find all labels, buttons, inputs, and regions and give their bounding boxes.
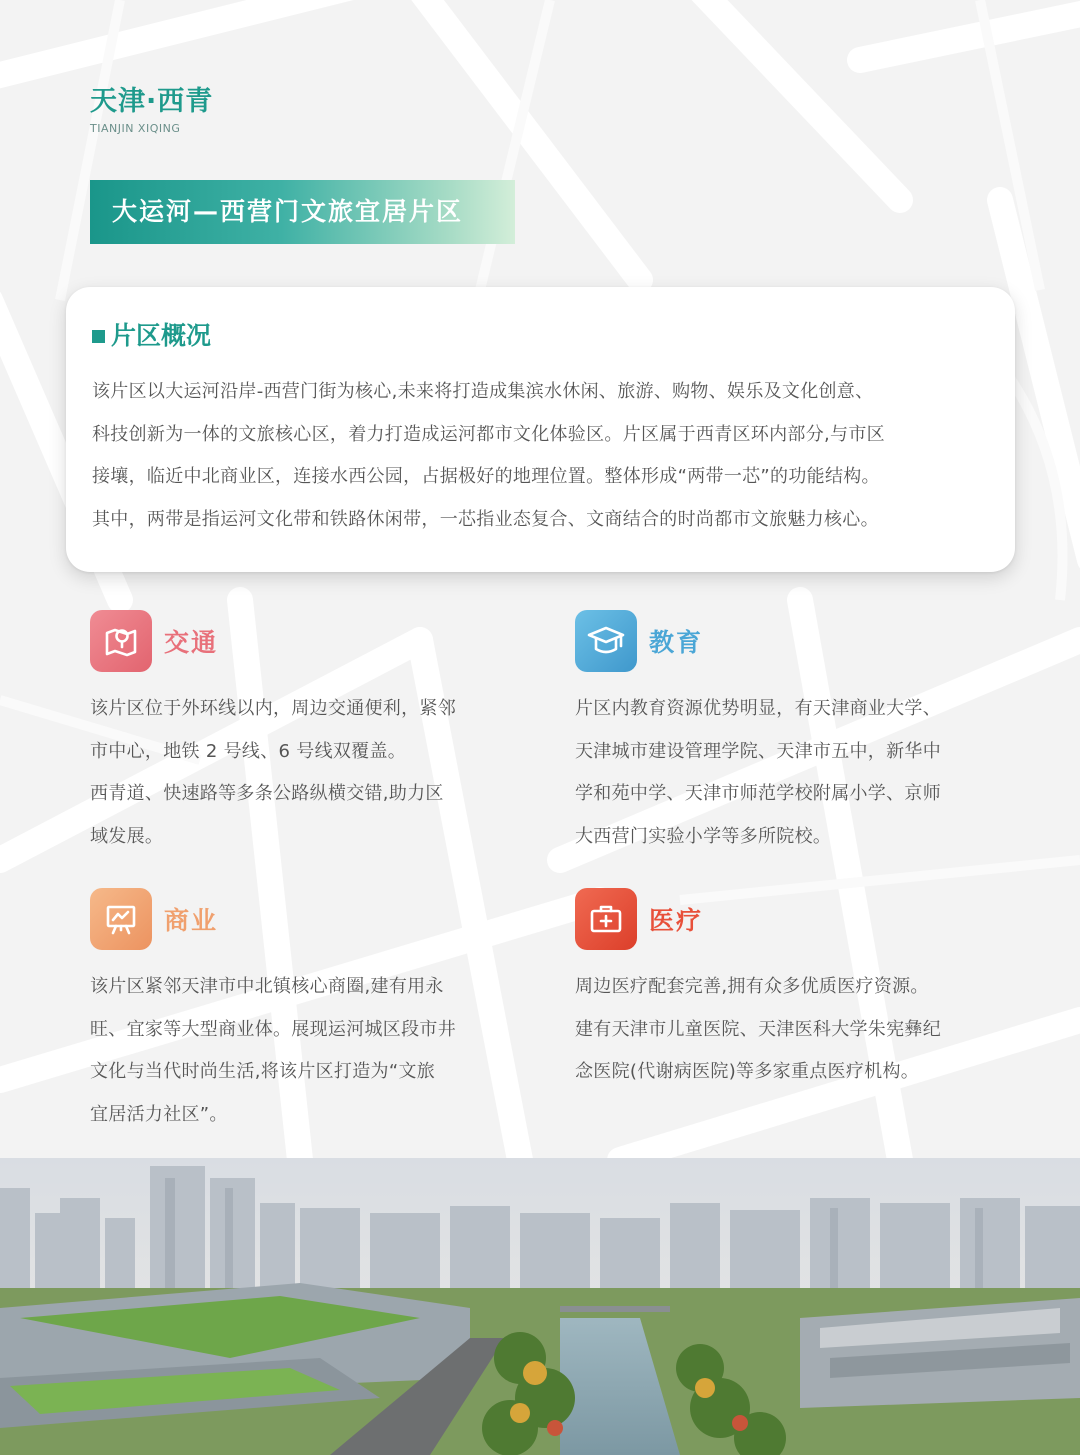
education-line: 学和苑中学、天津市师范学校附属小学、京师 — [575, 783, 941, 804]
transport-line: 该片区位于外环线以内，周边交通便利，紧邻 — [90, 698, 456, 719]
overview-heading — [92, 319, 991, 353]
map-pin-icon — [90, 610, 152, 672]
presentation-board-icon — [90, 888, 152, 950]
education-line: 大西营门实验小学等多所院校。 — [575, 825, 832, 847]
commerce-line: 旺、宜家等大型商业体。展现运河城区段市井 — [90, 1018, 456, 1040]
education-title: 教育 — [649, 628, 704, 657]
transport-line: 域发展。 — [90, 825, 164, 847]
medical-line: 念医院(代谢病医院)等多家重点医疗机构。 — [575, 1061, 920, 1082]
overview-heading-text: 片区概况 — [111, 321, 212, 350]
overview-line: 其中，两带是指运河文化带和铁路休闲带，一芯指业态复合、文商结合的时尚都市文旅魅力核心。 — [92, 508, 879, 530]
commerce-line: 文化与当代时尚生活,将该片区打造为“文旅 — [90, 1061, 436, 1082]
overview-card — [66, 287, 1015, 572]
education-section — [575, 610, 1005, 858]
medical-kit-icon — [575, 888, 637, 950]
square-bullet-icon — [92, 330, 105, 343]
commerce-line: 该片区紧邻天津市中北镇核心商圈,建有用永 — [90, 976, 444, 997]
aerial-city-rendering-image — [0, 1158, 1080, 1455]
overview-line: 科技创新为一体的文旅核心区，着力打造成运河都市文化体验区。片区属于西青区环内部分,与市区 — [92, 423, 885, 445]
commerce-section — [90, 888, 520, 1136]
overview-line: 接壤，临近中北商业区，连接水西公园，占据极好的地理位置。整体形成“两带一芯”的功能结构。 — [92, 466, 880, 487]
commerce-title: 商业 — [164, 906, 219, 935]
medical-line: 周边医疗配套完善,拥有众多优质医疗资源。 — [575, 976, 929, 997]
graduation-cap-icon — [575, 610, 637, 672]
transport-section — [90, 610, 520, 858]
education-line: 片区内教育资源优势明显，有天津商业大学、 — [575, 698, 941, 719]
medical-line: 建有天津市儿童医院、天津医科大学朱宪彝纪 — [575, 1018, 941, 1040]
brand-name-cn: 天津·西青 — [90, 86, 214, 117]
medical-section — [575, 888, 1005, 1094]
commerce-line: 宜居活力社区”。 — [90, 1103, 228, 1125]
page-title-banner: 大运河—西营门文旅宜居片区 — [90, 180, 515, 244]
transport-title: 交通 — [164, 628, 219, 657]
brand-logo — [90, 86, 213, 135]
overview-text — [92, 371, 991, 541]
brand-name-en: TIANJIN XIQING — [90, 122, 181, 135]
transport-line: 西青道、快速路等多条公路纵横交错,助力区 — [90, 783, 444, 804]
transport-line: 市中心，地铁 2 号线、6 号线双覆盖。 — [90, 740, 407, 762]
education-line: 天津城市建设管理学院、天津市五中，新华中 — [575, 740, 941, 762]
medical-title: 医疗 — [649, 906, 704, 935]
overview-line: 该片区以大运河沿岸-西营门街为核心,未来将打造成集滨水休闲、旅游、购物、娱乐及文化创意、 — [92, 381, 874, 402]
